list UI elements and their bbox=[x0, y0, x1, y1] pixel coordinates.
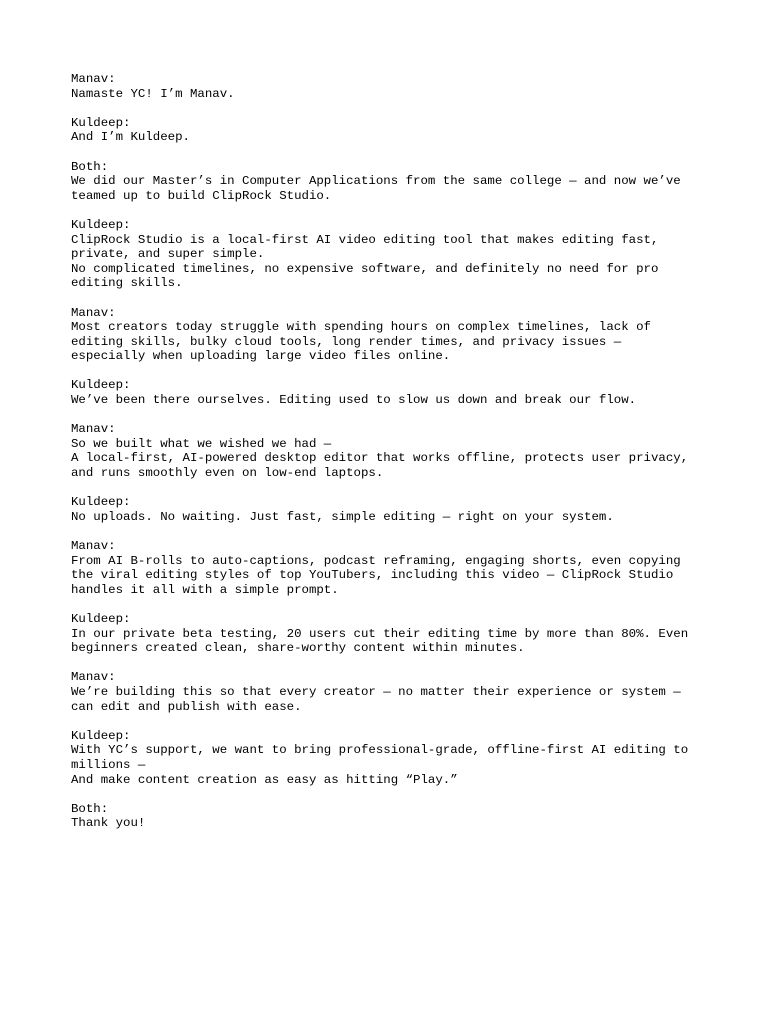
dialogue-line: handles it all with a simple prompt. bbox=[71, 582, 339, 597]
speaker-name: Kuldeep: bbox=[71, 378, 131, 393]
dialogue-block bbox=[71, 495, 711, 524]
speaker-name: Manav: bbox=[71, 670, 116, 685]
dialogue-line: beginners created clean, share-worthy content within minutes. bbox=[71, 641, 525, 656]
dialogue-line: private, and super simple. bbox=[71, 247, 265, 262]
dialogue-block bbox=[71, 306, 711, 364]
dialogue-block bbox=[71, 539, 711, 597]
dialogue-line: No complicated timelines, no expensive software, and definitely no need for pro bbox=[71, 261, 659, 276]
dialogue-line: So we built what we wished we had — bbox=[71, 436, 332, 451]
dialogue-line: editing skills. bbox=[71, 276, 183, 291]
dialogue-line: From AI B-rolls to auto-captions, podcast reframing, engaging shorts, even copying bbox=[71, 553, 681, 568]
dialogue-line: We’ve been there ourselves. Editing used to slow us down and break our flow. bbox=[71, 393, 637, 408]
dialogue-block bbox=[71, 729, 711, 787]
speaker-name: Kuldeep: bbox=[71, 611, 131, 626]
speaker-name: Both: bbox=[71, 801, 109, 816]
dialogue-line: We did our Master’s in Computer Applications from the same college — and now we’ve bbox=[71, 174, 681, 189]
speaker-name: Kuldeep: bbox=[71, 115, 131, 130]
dialogue-line: the viral editing styles of top YouTubers, including this video — ClipRock Studio bbox=[71, 568, 674, 583]
dialogue-block bbox=[71, 72, 711, 101]
dialogue-line: And I’m Kuldeep. bbox=[71, 130, 190, 145]
dialogue-line: A local-first, AI-powered desktop editor that works offline, protects user privacy, bbox=[71, 451, 689, 466]
speaker-name: Manav: bbox=[71, 422, 116, 437]
dialogue-line: Namaste YC! I’m Manav. bbox=[71, 86, 235, 101]
dialogue-line: With YC’s support, we want to bring professional-grade, offline-first AI editing to bbox=[71, 743, 689, 758]
speaker-name: Manav: bbox=[71, 539, 116, 553]
speaker-name: Manav: bbox=[71, 305, 116, 320]
dialogue-block bbox=[71, 670, 711, 714]
dialogue-block bbox=[71, 802, 711, 831]
dialogue-block bbox=[71, 218, 711, 291]
dialogue-block bbox=[71, 612, 711, 656]
dialogue-line: And make content creation as easy as hitting “Play.” bbox=[71, 772, 458, 787]
dialogue-line: We’re building this so that every creator — no matter their experience or system — bbox=[71, 684, 681, 699]
dialogue-line: especially when uploading large video files online. bbox=[71, 349, 451, 364]
transcript-page bbox=[71, 72, 711, 845]
dialogue-block bbox=[71, 116, 711, 145]
speaker-name: Kuldeep: bbox=[71, 217, 131, 232]
speaker-name: Both: bbox=[71, 159, 109, 174]
dialogue-line: can edit and publish with ease. bbox=[71, 699, 302, 714]
dialogue-line: Thank you! bbox=[71, 816, 146, 831]
dialogue-line: ClipRock Studio is a local-first AI video editing tool that makes editing fast, bbox=[71, 232, 659, 247]
dialogue-line: In our private beta testing, 20 users cut their editing time by more than 80%. Even bbox=[71, 626, 689, 641]
dialogue-line: millions — bbox=[71, 757, 146, 772]
dialogue-block bbox=[71, 422, 711, 480]
dialogue-line: teamed up to build ClipRock Studio. bbox=[71, 188, 332, 203]
dialogue-line: and runs smoothly even on low-end laptops. bbox=[71, 466, 384, 481]
dialogue-block bbox=[71, 160, 711, 204]
speaker-name: Manav: bbox=[71, 72, 116, 86]
speaker-name: Kuldeep: bbox=[71, 495, 131, 510]
dialogue-line: Most creators today struggle with spending hours on complex timelines, lack of bbox=[71, 320, 651, 335]
dialogue-line: editing skills, bulky cloud tools, long render times, and privacy issues — bbox=[71, 334, 622, 349]
dialogue-line: No uploads. No waiting. Just fast, simple editing — right on your system. bbox=[71, 509, 614, 524]
speaker-name: Kuldeep: bbox=[71, 728, 131, 743]
dialogue-block bbox=[71, 378, 711, 407]
